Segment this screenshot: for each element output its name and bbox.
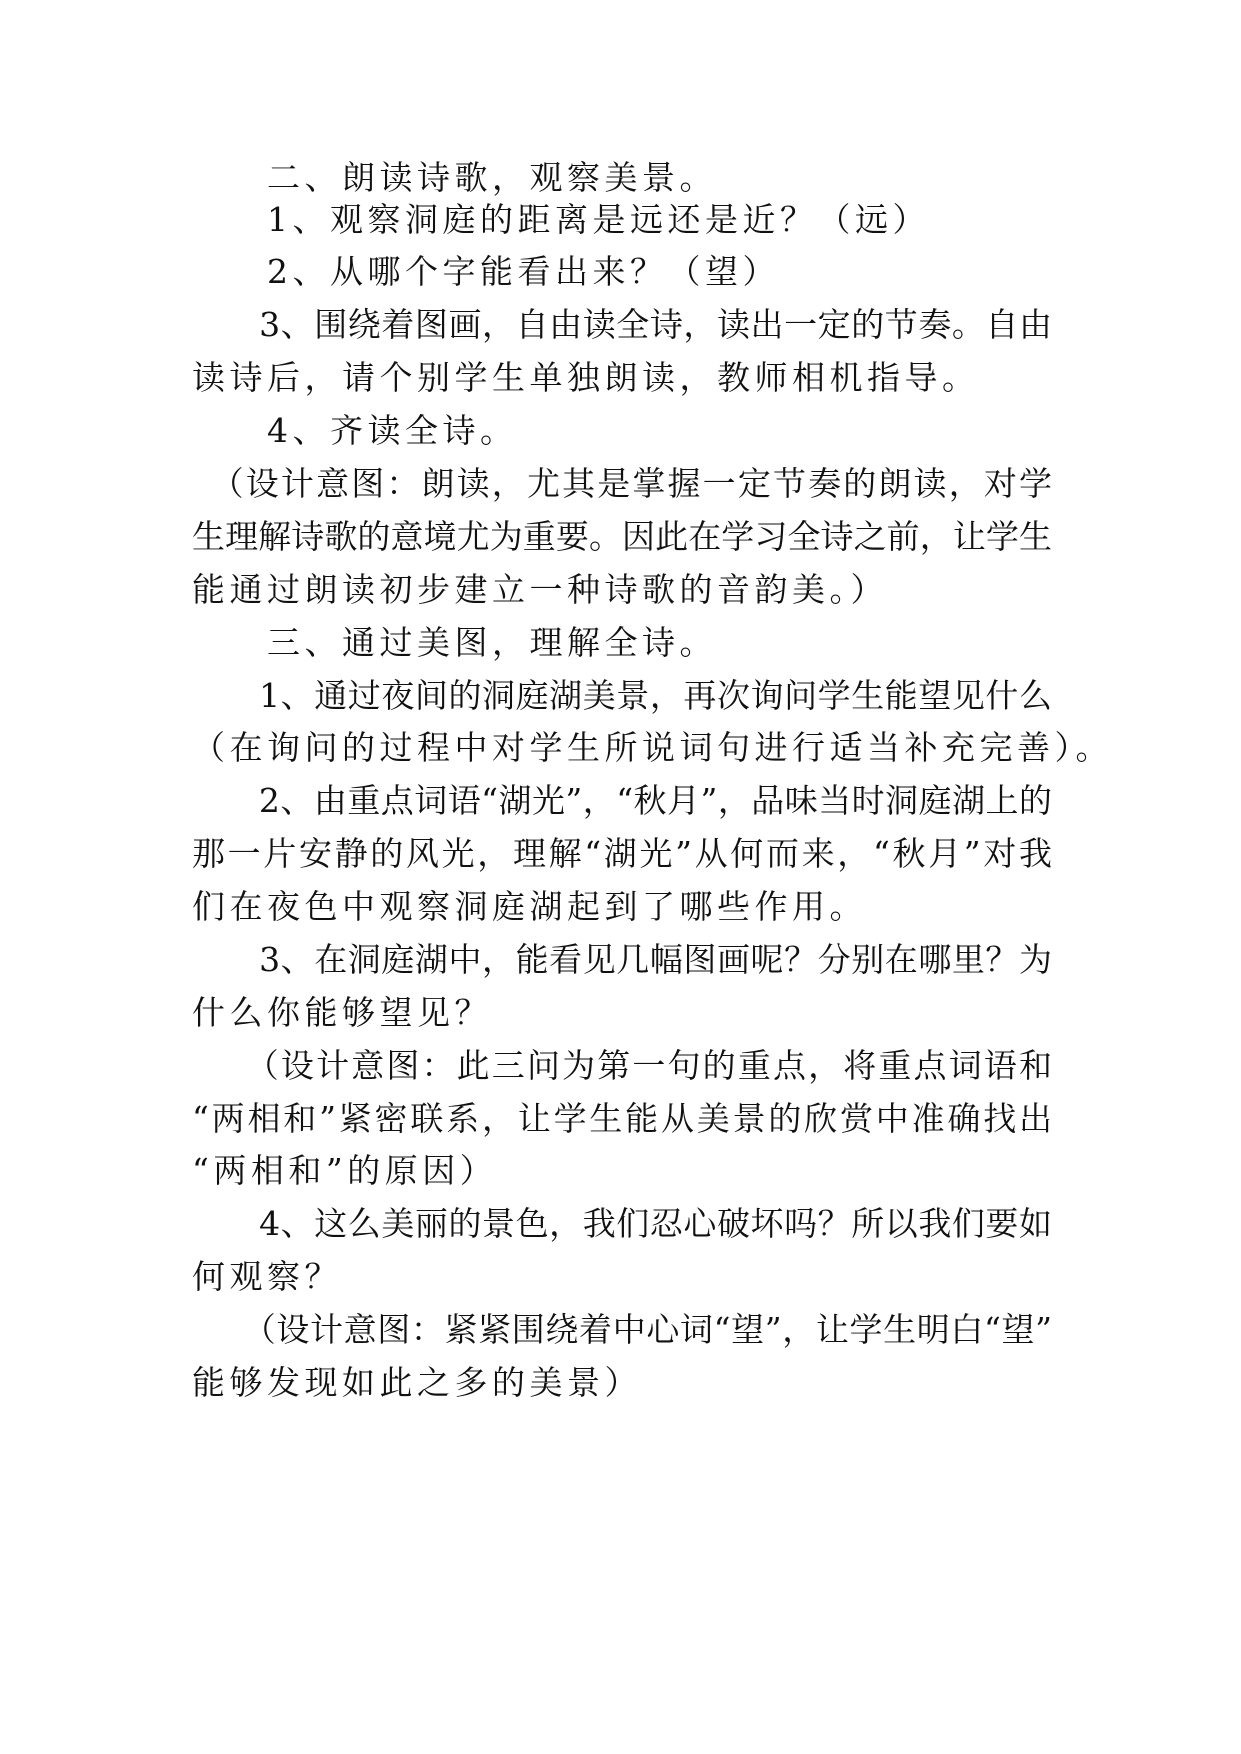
section-heading-2: 二、朗读诗歌，观察美景。 xyxy=(192,158,717,197)
paragraph-line: 何观察？ xyxy=(192,1257,342,1296)
paragraph-line: 那一片安静的风光，理解“湖光”从何而来，“秋月”对我 xyxy=(192,834,1052,873)
paragraph-line: （在询问的过程中对学生所说词句进行适当补充完善）。 xyxy=(192,728,1113,767)
design-note-line: （设计意图：朗读，尤其是掌握一定节奏的朗读，对学 xyxy=(192,464,1052,503)
paragraph-line: 什么你能够望见？ xyxy=(192,993,492,1032)
paragraph-line: 4、这么美丽的景色，我们忍心破坏吗？所以我们要如 xyxy=(192,1204,1052,1243)
paragraph-line: 2、由重点词语“湖光”，“秋月”，品味当时洞庭湖上的 xyxy=(192,781,1052,820)
paragraph-line: 读诗后，请个别学生单独朗读，教师相机指导。 xyxy=(192,358,980,397)
design-note-line: 能够发现如此之多的美景） xyxy=(192,1363,642,1402)
paragraph-line: 1、通过夜间的洞庭湖美景，再次询问学生能望见什么 xyxy=(192,676,1052,715)
design-note-line: （设计意图：此三问为第一句的重点，将重点词语和 xyxy=(192,1046,1052,1085)
design-note-line: “两相和”紧密联系，让学生能从美景的欣赏中准确找出 xyxy=(192,1099,1052,1138)
design-note-line: （设计意图：紧紧围绕着中心词“望”，让学生明白“望” xyxy=(192,1310,1052,1349)
paragraph-line: 3、在洞庭湖中，能看见几幅图画呢？分别在哪里？为 xyxy=(192,940,1052,979)
design-note-line: “两相和”的原因） xyxy=(192,1151,498,1190)
paragraph-line: 2、从哪个字能看出来？（望） xyxy=(192,252,780,291)
paragraph-line: 们在夜色中观察洞庭湖起到了哪些作用。 xyxy=(192,887,867,926)
paragraph-line: 1、观察洞庭的距离是远还是近？（远） xyxy=(192,200,930,239)
design-note-line: 生理解诗歌的意境尤为重要。因此在学习全诗之前，让学生 xyxy=(192,517,1052,556)
paragraph-line: 4、齐读全诗。 xyxy=(192,411,518,450)
paragraph-line: 3、围绕着图画，自由读全诗，读出一定的节奏。自由 xyxy=(192,305,1052,344)
design-note-line: 能通过朗读初步建立一种诗歌的音韵美。） xyxy=(192,570,888,609)
section-heading-3: 三、通过美图，理解全诗。 xyxy=(192,623,717,662)
